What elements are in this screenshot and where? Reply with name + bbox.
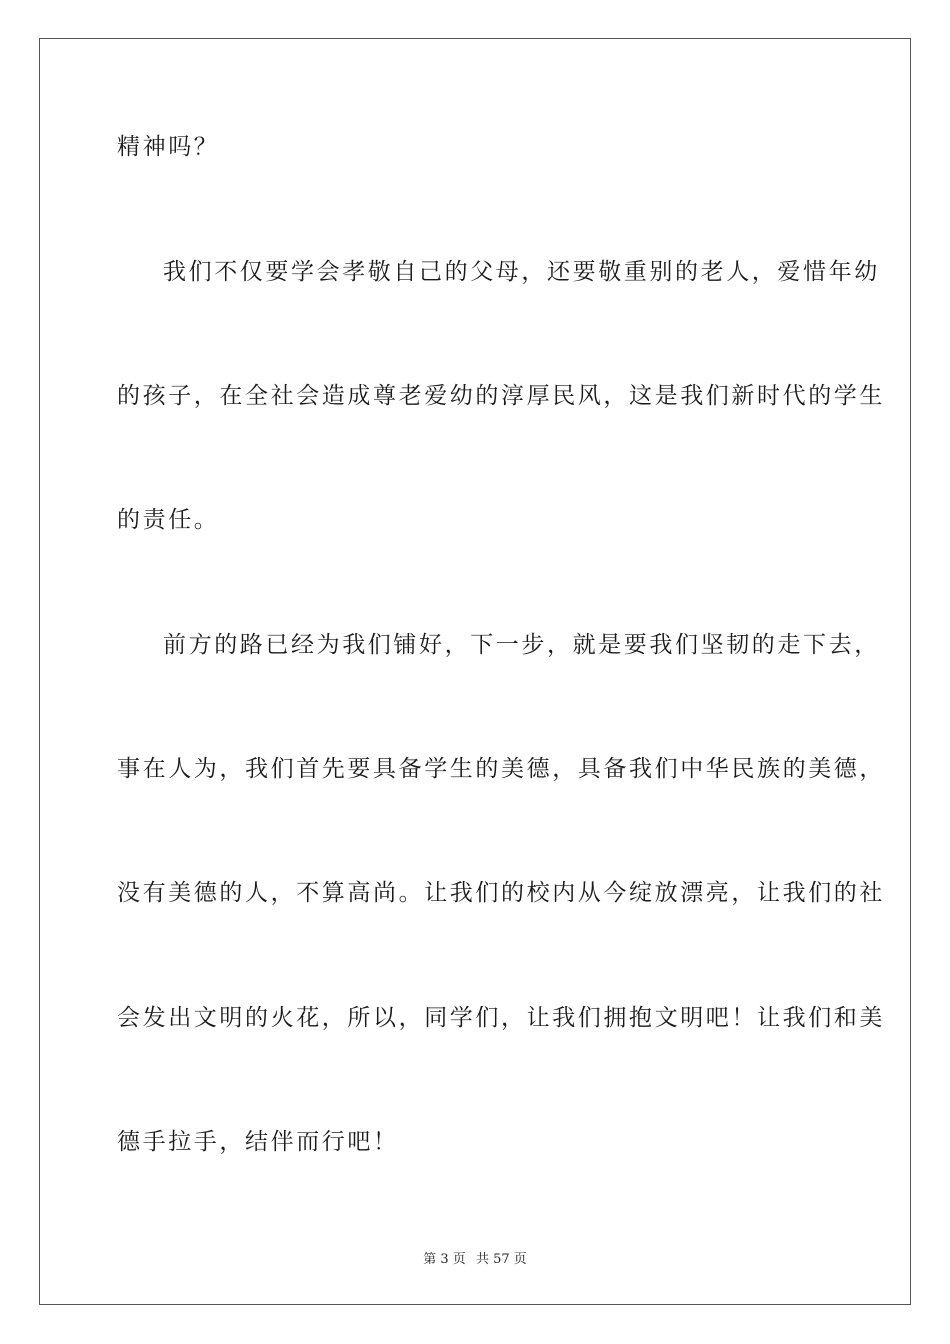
text-line: 会发出文明的火花，所以，同学们，让我们拥抱文明吧！让我们和美 xyxy=(117,1005,885,1031)
text-line: 的孩子，在全社会造成尊老爱幼的淳厚民风，这是我们新时代的学生 xyxy=(117,383,885,409)
page-footer xyxy=(0,1248,950,1267)
text-line: 事在人为，我们首先要具备学生的美德，具备我们中华民族的美德， xyxy=(117,756,885,782)
paragraph-first-line: 前方的路已经为我们铺好，下一步，就是要我们坚韧的走下去， xyxy=(163,632,880,658)
text-line: 没有美德的人，不算高尚。让我们的校内从今绽放漂亮，让我们的社 xyxy=(117,880,885,906)
page-total: 共 57 页 xyxy=(475,1252,527,1267)
paragraph-first-line: 我们不仅要学会孝敬自己的父母，还要敬重别的老人，爱惜年幼 xyxy=(163,259,880,285)
text-line: 的责任。 xyxy=(117,507,220,533)
text-line: 精神吗？ xyxy=(117,134,220,160)
page-border xyxy=(39,38,911,1305)
page-number: 第 3 页 xyxy=(423,1252,466,1267)
text-line: 德手拉手，结伴而行吧！ xyxy=(117,1129,399,1155)
